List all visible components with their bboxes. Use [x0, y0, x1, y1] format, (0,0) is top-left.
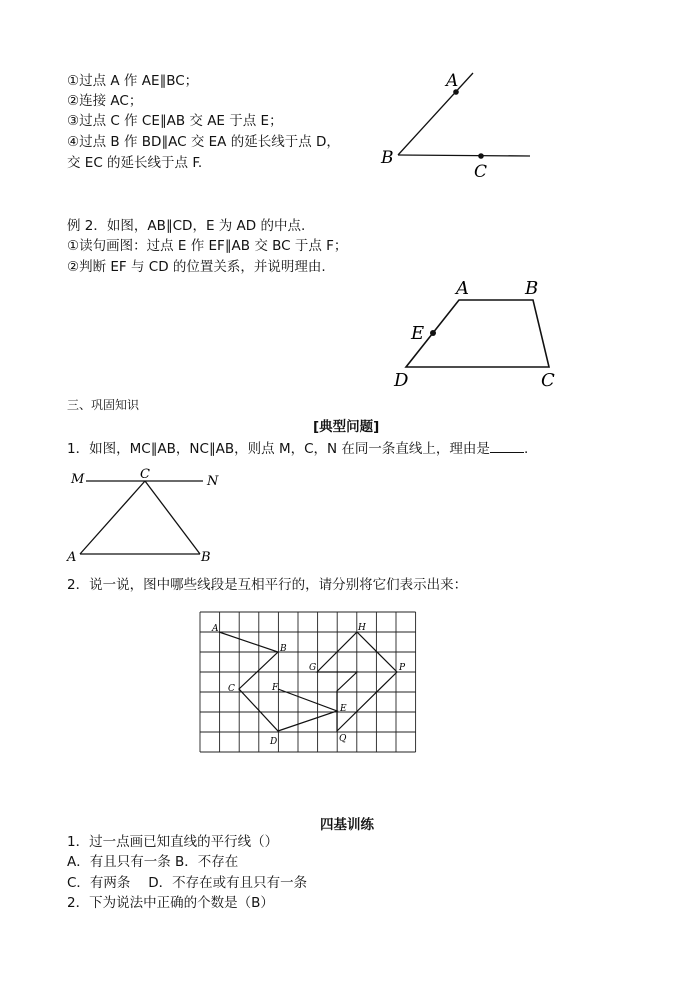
grid-lines	[200, 612, 416, 752]
fig3-label-b: B	[201, 550, 211, 565]
fig2-label-b: B	[525, 278, 539, 299]
fig2-label-c: C	[541, 370, 555, 391]
fig3-label-n: N	[207, 474, 219, 489]
fig4-label-q: Q	[339, 734, 347, 744]
example2-line3: ②判断 EF 与 CD 的位置关系，并说明理由.	[67, 259, 326, 275]
section4-q1-options-cd: C．有两条 D．不存在或有且只有一条	[67, 875, 308, 891]
section4-q1: 1．过一点画已知直线的平行线（）	[67, 834, 279, 850]
fig2-label-d: D	[394, 370, 409, 391]
fig4-label-f: F	[272, 683, 279, 693]
step-4: ④过点 B 作 BD∥AC 交 EA 的延长线于点 D，	[67, 134, 340, 150]
fig4-label-p: P	[399, 663, 406, 673]
step-5: 交 EC 的延长线于点 F.	[67, 155, 203, 171]
step-2: ②连接 AC；	[67, 93, 143, 109]
section4-q2: 2．下为说法中正确的个数是（B）	[67, 895, 274, 911]
example2-line1: 例 2．如图，AB∥CD，E 为 AD 的中点.	[67, 218, 306, 234]
example2-line2: ①读句画图：过点 E 作 EF∥AB 交 BC 于点 F；	[67, 238, 348, 254]
fig4-label-a: A	[212, 624, 219, 634]
fig1-label-a: A	[446, 71, 459, 91]
section3-heading: 三、巩固知识	[67, 398, 140, 412]
fig3-label-c: C	[140, 467, 150, 482]
fig4-label-e: E	[340, 704, 347, 714]
question-1-end: .	[523, 441, 529, 457]
fig2-label-a: A	[456, 278, 469, 299]
section4-heading: 四基训练	[320, 817, 374, 833]
fig4-label-g: G	[309, 663, 317, 673]
question-1-text: 1．如图，MC∥AB，NC∥AB，则点 M，C，N 在同一条直线上，理由是	[67, 441, 490, 457]
step-3: ③过点 C 作 CE∥AB 交 AE 于点 E；	[67, 113, 283, 129]
fig4-label-c: C	[228, 684, 235, 694]
fig4-label-h: H	[358, 623, 366, 633]
fig4-label-b: B	[280, 644, 287, 654]
fig3-label-m: M	[71, 472, 85, 487]
fig1-label-b: B	[381, 148, 394, 168]
fig1-label-c: C	[474, 162, 488, 182]
fig4-label-d: D	[270, 737, 278, 747]
section4-q1-options-ab: A．有且只有一条 B．不存在	[67, 854, 239, 870]
fig2-label-e: E	[411, 323, 425, 344]
question-2: 2．说一说，图中哪些线段是互相平行的，请分别将它们表示出来：	[67, 577, 468, 593]
step-1: ①过点 A 作 AE∥BC；	[67, 73, 199, 89]
fig3-label-a: A	[67, 550, 77, 565]
section3-subheading: [典型问题]	[313, 419, 380, 435]
